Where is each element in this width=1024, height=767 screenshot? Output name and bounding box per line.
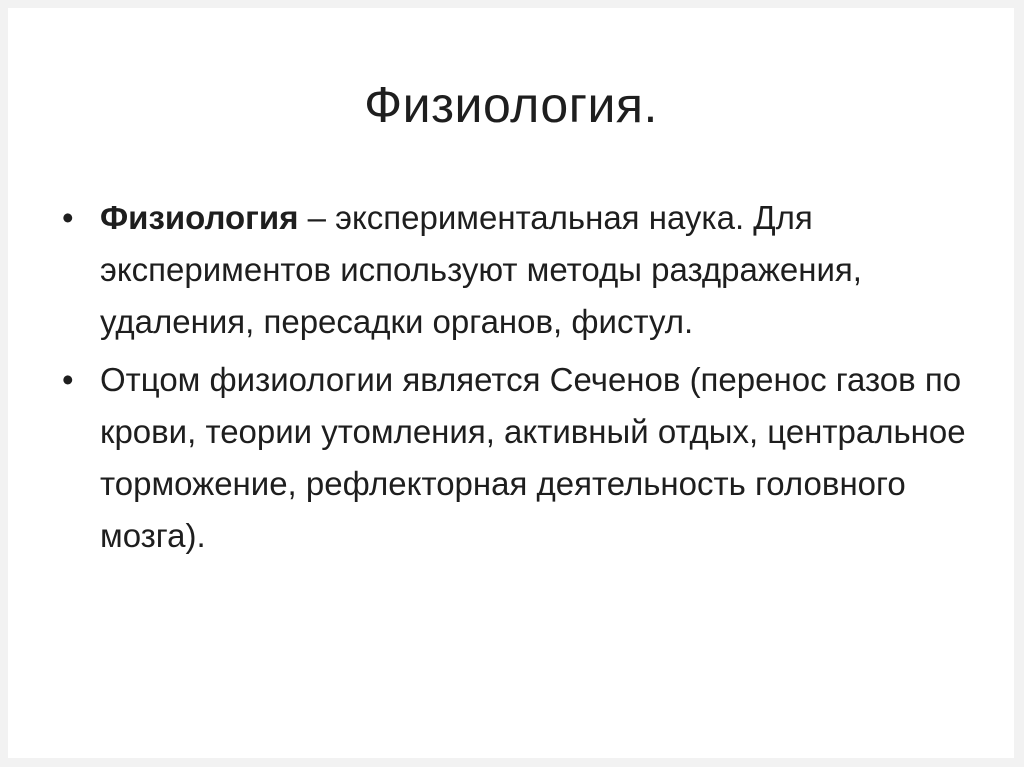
- bullet-text: Отцом физиологии является Сеченов (перенос газов по крови, теории утомления, активный отдых, центральное торможение, рефлекторная деятельность головного мозга).: [100, 361, 966, 554]
- bullet-item-sechenov: [60, 354, 990, 562]
- bullet-icon: •: [62, 361, 74, 398]
- bullet-term: Физиология: [100, 199, 299, 236]
- slide: [8, 8, 1014, 758]
- bullet-icon: •: [62, 199, 74, 236]
- bullet-text: – экспериментальная наука. Для экспериментов используют методы раздражения, удаления, пересадки органов, фистул.: [100, 199, 862, 340]
- slide-title: Физиология.: [364, 77, 658, 133]
- bullet-list: [60, 192, 990, 568]
- bullet-item-definition: [60, 192, 990, 348]
